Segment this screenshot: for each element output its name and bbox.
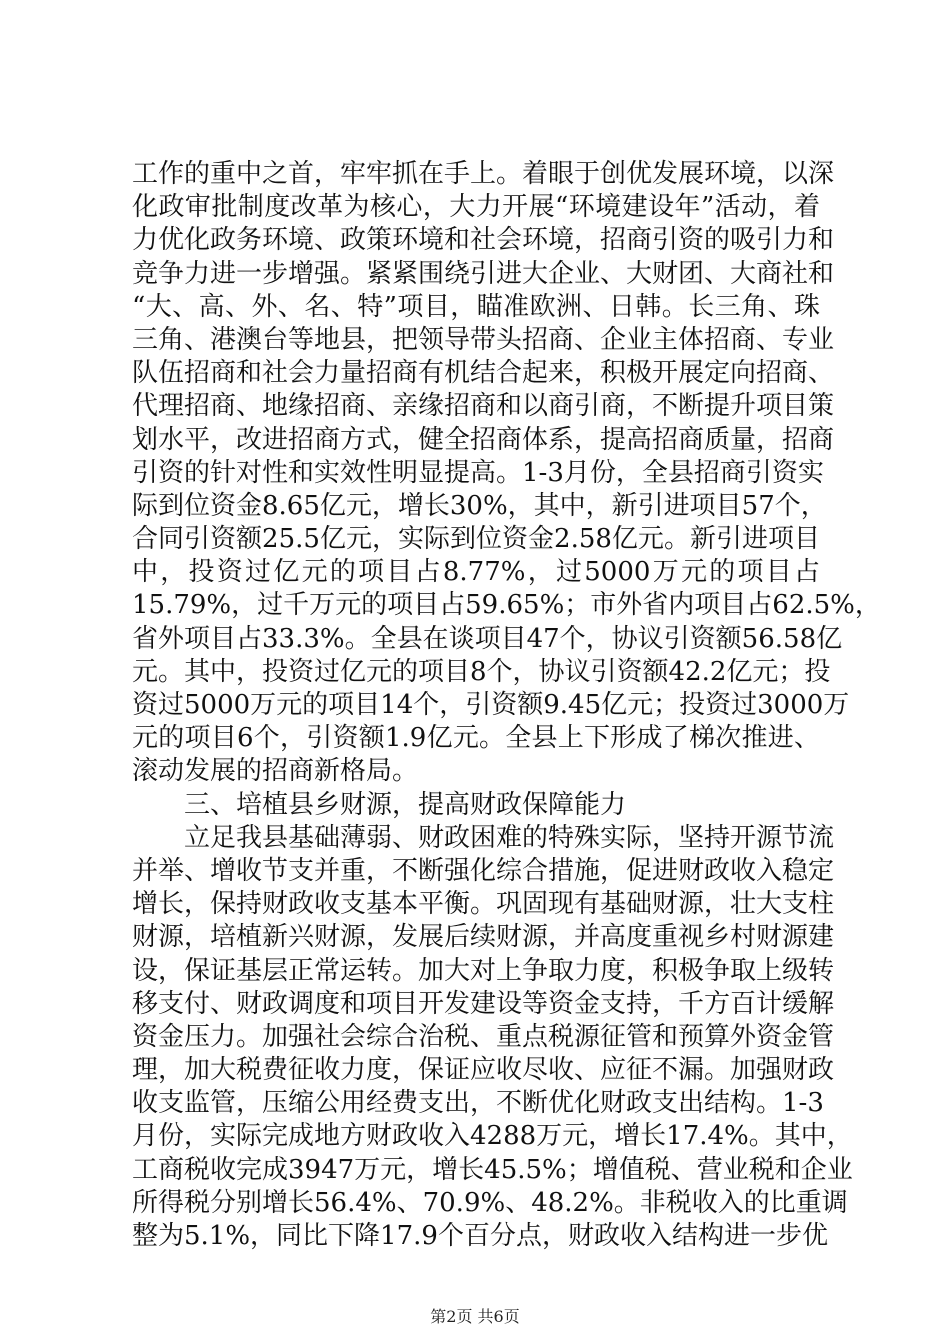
text-line: 立足我县基础薄弱、财政困难的特殊实际，坚持开源节流	[184, 822, 835, 853]
text-line: 合同引资额25.5亿元，实际到位资金2.58亿元。新引进项目	[132, 524, 820, 555]
text-line: 资过5000万元的项目14个，引资额9.45亿元；投资过3000万	[132, 690, 850, 720]
text-line: 际到位资金8.65亿元，增长30%，其中，新引进项目57个，	[132, 490, 827, 521]
text-line: 15.79%，过千万元的项目占59.65%；市外省内项目占62.5%，	[132, 590, 881, 621]
text-line: 引资的针对性和实效性明显提高。1-3月份，全县招商引资实	[132, 457, 824, 488]
text-line: 力优化政务环境、政策环境和社会环境，招商引资的吸引力和	[132, 225, 835, 256]
document-body	[132, 158, 881, 1253]
text-line: 工作的重中之首，牢牢抓在手上。着眼于创优发展环境，以深	[132, 159, 835, 189]
text-line: 移支付、财政调度和项目开发建设等资金支持，千方百计缓解	[132, 988, 835, 1019]
text-line: 增长，保持财政收支基本平衡。巩固现有基础财源，壮大支柱	[132, 889, 835, 920]
text-line: 所得税分别增长56.4%、70.9%、48.2%。非税收入的比重调	[132, 1187, 848, 1218]
text-line: 设，保证基层正常运转。加大对上争取力度，积极争取上级转	[132, 955, 835, 986]
text-line: 元的项目6个，引资额1.9亿元。全县上下形成了梯次推进、	[132, 723, 820, 754]
text-line: 资金压力。加强社会综合治税、重点税源征管和预算外资金管	[132, 1021, 835, 1052]
text-line: 竞争力进一步增强。紧紧围绕引进大企业、大财团、大商社和	[132, 258, 835, 289]
text-line: 理，加大税费征收力度，保证应收尽收、应征不漏。加强财政	[132, 1055, 835, 1086]
section-heading: 三、培植县乡财源，提高财政保障能力	[184, 789, 627, 820]
text-line: 代理招商、地缘招商、亲缘招商和以商引商，不断提升项目策	[132, 391, 835, 422]
text-line: 工商税收完成3947万元，增长45.5%；增值税、营业税和企业	[132, 1154, 853, 1185]
text-line: 元。其中，投资过亿元的项目8个，协议引资额42.2亿元；投	[132, 656, 831, 687]
text-line: 财源，培植新兴财源，发展后续财源，并高度重视乡村财源建	[132, 922, 835, 953]
text-line: 收支监管，压缩公用经费支出，不断优化财政支出结构。1-3	[132, 1088, 824, 1119]
paragraph-finance	[132, 822, 853, 1253]
page-number-footer: 第2页 共6页	[430, 1307, 520, 1326]
text-line: 整为5.1%，同比下降17.9个百分点，财政收入结构进一步优	[132, 1221, 828, 1251]
text-line: 滚动发展的招商新格局。	[132, 756, 419, 787]
text-line: 月份，实际完成地方财政收入4288万元，增长17.4%。其中，	[132, 1121, 853, 1152]
text-line: 并举、增收节支并重，不断强化综合措施，促进财政收入稳定	[132, 855, 835, 886]
text-line: 化政审批制度改革为核心，大力开展“环境建设年”活动，着	[132, 192, 820, 223]
text-line: 省外项目占33.3%。全县在谈项目47个，协议引资额56.58亿	[132, 623, 843, 654]
text-line: “大、高、外、名、特”项目，瞄准欧洲、日韩。长三角、珠	[132, 291, 820, 322]
text-line: 队伍招商和社会力量招商有机结合起来，积极开展定向招商、	[132, 358, 835, 389]
paragraph-investment	[132, 158, 881, 789]
text-line: 三角、港澳台等地县，把领导带头招商、企业主体招商、专业	[132, 324, 835, 355]
text-line: 中，投资过亿元的项目占8.77%，过5000万元的项目占	[132, 557, 820, 588]
text-line: 划水平，改进招商方式，健全招商体系，提高招商质量，招商	[132, 424, 835, 455]
